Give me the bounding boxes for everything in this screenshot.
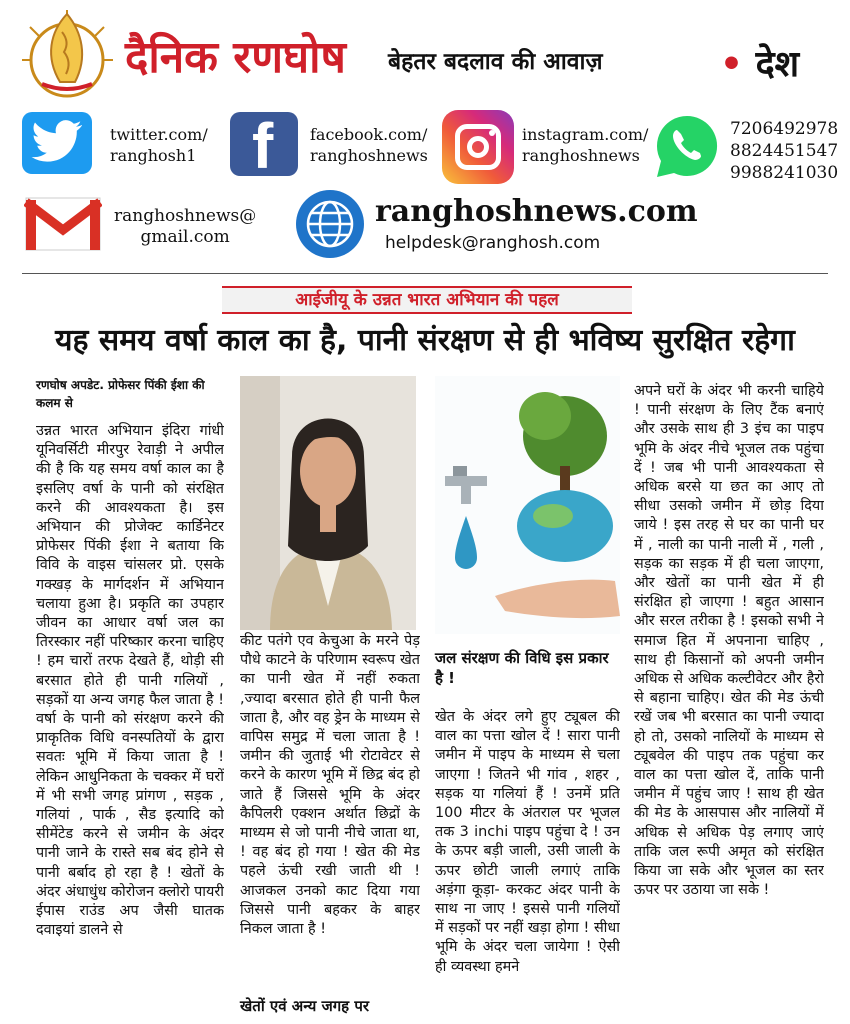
phone-2[interactable]: 8824451547 <box>730 141 839 161</box>
article-column-3: खेत के अंदर लगे हुए ट्यूबल की वाल का पत्ता खोल दें ! सारा पानी जमीन में पाइप के माध्यम से चला जाएगा ! जितने भी गांव , शहर , सड़क या गलियां हैं ! उनमें प्रति 100 मीटर के अंतराल पर भूजल तक 3 inchi पाइप पहुंचा दे ! उन के ऊपर बड़ी जाली, उसी जाली के ऊपर छोटी जाली लगाएं ताकि अड़ंगा कूड़ा- करकट अंदर पानी के साथ ना जाए ! इससे पानी गलियों में सड़कों पर नहीं खड़ा होगा ! सीधा भूमि के अंदर चला जायेगा ! ऐसी ही व्यवस्था हमने <box>435 709 620 975</box>
facebook-icon[interactable]: f <box>230 112 298 176</box>
facebook-line2: ranghoshnews <box>310 146 428 165</box>
instagram-line2: ranghoshnews <box>522 146 640 165</box>
facebook-line1: facebook.com/ <box>310 125 428 144</box>
helpdesk-email[interactable]: helpdesk@ranghosh.com <box>385 233 601 253</box>
article-column-4: अपने घरों के अंदर भी करनी चाहिये ! पानी संरक्षण के लिए टैंक बनाएं और उसके साथ ही 3 इंच का पाइप भूमि के अंदर नीचे भूजल तक पहुंचा दें ! जब भी पानी आवश्यकता से अधिक बरसे या छत का आए तो सीधा उसको जमीन में छोड़ दिया जाये ! इस तरह से घर का पानी घर में , नाली का पानी नाली में , गली , सड़क का सड़क में ही चला जाएगा, और खेतों का पानी खेत में ही संरक्षित हो जाएगा ! बहुत आसान और सरल तरीका है ! इसको सभी ने समाज हित में अपनाना चाहिए , साथ ही किसानों को अपनी जमीन अधिक से अधिक कल्टीवेटर और हैरो से बहाना चाहिए। खेत की मेड ऊंची रखें जब भी बरसात का पानी ज्यादा हो तो, उसको नालियों के माध्यम से ट्यूबवेल की पाइप तक पहुंचा कर वाल का पत्ता खोल दें, ताकि पानी जमीन में पहुंच जाए ! साथ ही खेत की मेड के आसपास और नालियों में अधिक से अधिक पेड़ लगाए जाएं ताकि जल रूपी अमृत को संरक्षित किया जा सके और भूजल का स्तर ऊपर पर उठाया जा सके ! <box>634 383 824 899</box>
water-conservation-illustration <box>435 376 620 634</box>
whatsapp-icon[interactable] <box>652 112 722 182</box>
twitter-icon[interactable] <box>22 112 92 174</box>
phone-1[interactable]: 7206492978 <box>730 119 839 139</box>
twitter-handle[interactable] <box>110 124 208 166</box>
logo-emblem <box>20 2 115 100</box>
instagram-handle[interactable] <box>522 124 648 166</box>
article-column-1: उन्नत भारत अभियान इंदिरा गांधी यूनिवर्सिटी मीरपुर रेवाड़ी ने अपील की है कि यह समय वर्षा काल का है इसलिए वर्षा के पानी को संरक्षित करने की आवश्यकता है। इस अभियान की प्रोजेक्ट कार्डिनेटर प्रोफेसर पिंकी ईशा ने बताया कि विवि के वाइस चांसलर प्रो. एसके गक्खड़ के मार्गदर्शन में अभियान चलाया हुआ है। प्रकृति का उपहार जीवन का आधार वर्षा जल का तिरस्कार नहीं परिष्कार करना चाहिए ! हम चारों तरफ देखते हैं, थोड़ी सी बरसात होते ही पानी गलियों , सड़कों या अन्य जगह फैल जाता है ! वर्षा के पानी को संरक्षण करने की प्राकृतिक विधि वनस्पतियों के द्वारा सवतः भूमि में किया जाता है ! लेकिन आधुनिकता के चक्कर में घरों में भी सभी जगह प्रांगण , सड़क , गलियां , पार्क , सैड इत्यादि को सीमेंटेड करने से जमीन के अंदर पानी जाने के रास्ते सब बंद होने से पानी बर्बाद हो रहा है ! खेतों के अंदर अंधाधुंध कोरोजन क्लोरो पायरी ईपास राउंड अप जैसी घातक दवाइयां डालने से <box>36 423 224 939</box>
masthead-divider <box>22 273 828 274</box>
website-url[interactable]: ranghoshnews.com <box>375 194 698 229</box>
section-label <box>720 38 799 87</box>
instagram-icon[interactable] <box>442 110 514 184</box>
article-kicker: आईजीयू के उन्नत भारत अभियान की पहल <box>222 286 632 314</box>
section-dot: • <box>720 44 744 85</box>
gmail-icon[interactable] <box>24 194 102 254</box>
brand-tagline: बेहतर बदलाव की आवाज़ <box>388 49 603 75</box>
author-photo <box>240 376 416 630</box>
email-line1: ranghoshnews@ <box>114 206 257 226</box>
globe-icon[interactable] <box>294 188 366 260</box>
column-2-subhead: खेतों एवं अन्य जगह पर <box>240 997 370 1015</box>
twitter-line2: ranghosh1 <box>110 146 197 165</box>
section-name: देश <box>755 44 800 85</box>
article-column-2: कीट पतंगे एव केचुआ के मरने पेड़ पौधे काटने के परिणाम स्वरूप खेत का पानी खेत में नहीं रुकता ,ज्यादा बरसात होते ही पानी फैल जाता है, और वह ड्रेन के माध्यम से वापिस समुद्र में चला जाता है ! जमीन की जुताई भी रोटावेटर से करने के कारण भूमि में छिद्र बंद हो जाते हैं जिससे भूमि के अंदर कैपिलरी एक्शन अर्थात छिद्रों के माध्यम से जो पानी नीचे जाता था, ! वह बंद हो गया ! खेत की मेड पहले ऊंची रखी जाती थी ! आजकल उनको काट दिया गया जिससे पानी बहकर के बाहर निकल जाता है ! <box>240 633 420 938</box>
email-address[interactable] <box>114 206 256 248</box>
phone-list <box>730 118 838 184</box>
column-3-subhead: जल संरक्षण की विधि इस प्रकार है ! <box>435 649 609 687</box>
twitter-line1: twitter.com/ <box>110 125 208 144</box>
brand-title: दैनिक रणघोष <box>125 32 346 83</box>
email-line2: gmail.com <box>140 227 230 247</box>
phone-3[interactable]: 9988241030 <box>730 163 839 183</box>
article-byline: रणघोष अपडेट. प्रोफेसर पिंकी ईशा की कलम से <box>36 378 205 410</box>
instagram-line1: instagram.com/ <box>522 125 649 144</box>
article-headline: यह समय वर्षा काल का है, पानी संरक्षण से ही भविष्य सुरक्षित रहेगा <box>55 323 795 358</box>
facebook-handle[interactable] <box>310 124 428 166</box>
